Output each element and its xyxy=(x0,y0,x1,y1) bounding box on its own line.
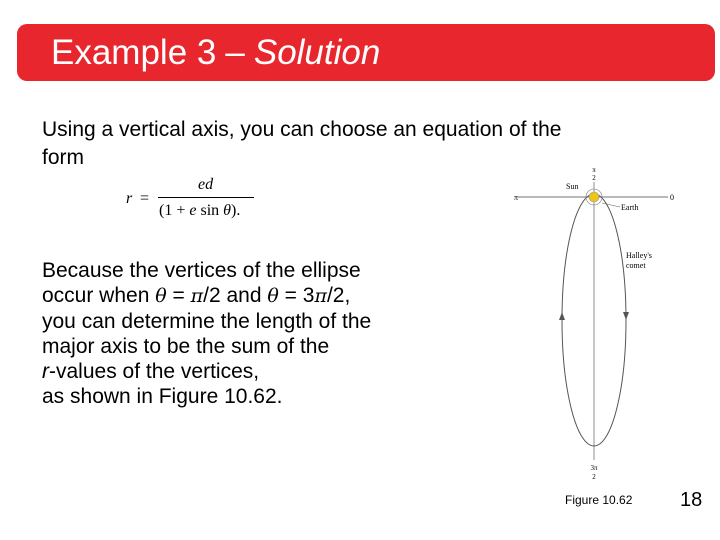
den-open: (1 + xyxy=(159,202,190,219)
earth-pointer xyxy=(602,203,620,207)
page-number: 18 xyxy=(680,489,703,511)
title-bar xyxy=(17,24,715,81)
equals-1: = xyxy=(166,284,191,307)
label-right-axis: 0 xyxy=(670,193,674,202)
body-line-1: Because the vertices of the ellipse xyxy=(42,259,361,282)
equals-2: = xyxy=(278,284,303,307)
body-line-2-a: occur when xyxy=(42,284,156,307)
den-theta: θ xyxy=(223,202,231,219)
body-line-6: as shown in Figure 10.62. xyxy=(42,385,283,408)
theta-symbol-2: θ xyxy=(267,285,279,307)
body-line-3: you can determine the length of the xyxy=(42,310,372,333)
den-e: e xyxy=(189,202,197,219)
half-and: /2 and xyxy=(203,284,268,307)
equation-numerator: ed xyxy=(198,176,214,193)
three: 3 xyxy=(302,284,315,307)
body-line-4: major axis to be the sum of the xyxy=(42,335,330,358)
body-line-5 xyxy=(42,359,462,384)
label-bottom-num: 3π xyxy=(590,464,598,472)
equation-denominator xyxy=(159,202,240,220)
label-comet-1: Halley's xyxy=(626,251,652,260)
label-comet-2: comet xyxy=(626,261,646,270)
intro-line-1: Using a vertical axis, you can choose an equation of the xyxy=(42,118,562,141)
title-sub: Solution xyxy=(253,32,381,72)
halley-comet-figure xyxy=(510,160,690,490)
den-sin: sin xyxy=(196,202,224,219)
body-text xyxy=(42,258,462,409)
orbit-arrow-left xyxy=(559,312,565,320)
equation-equals: = xyxy=(140,190,150,207)
polar-equation xyxy=(126,176,286,222)
body-line-2 xyxy=(42,283,462,309)
intro-line-2: form xyxy=(42,146,84,169)
den-close: ). xyxy=(231,202,241,219)
body-line-5-rest: -values of the vertices, xyxy=(49,360,260,383)
label-top-den: 2 xyxy=(592,174,596,182)
pi-symbol-2: π xyxy=(314,285,327,307)
orbit-arrow-right xyxy=(623,312,629,320)
label-sun: Sun xyxy=(566,182,579,191)
equation-lhs: r xyxy=(126,190,133,207)
title-main: Example 3 xyxy=(51,32,217,72)
label-earth: Earth xyxy=(621,203,639,212)
pi-symbol: π xyxy=(190,285,204,307)
sun-icon xyxy=(589,192,599,202)
fraction-bar xyxy=(158,197,254,198)
label-left-axis: π xyxy=(514,193,519,202)
theta-symbol: θ xyxy=(155,285,167,307)
body-line-2-end: /2, xyxy=(326,284,351,307)
figure-caption: Figure 10.62 xyxy=(565,493,633,507)
title-dash: – xyxy=(225,32,245,72)
r-variable: r xyxy=(42,360,49,383)
label-bottom-den: 2 xyxy=(592,473,596,481)
label-top-num: π xyxy=(592,166,596,174)
